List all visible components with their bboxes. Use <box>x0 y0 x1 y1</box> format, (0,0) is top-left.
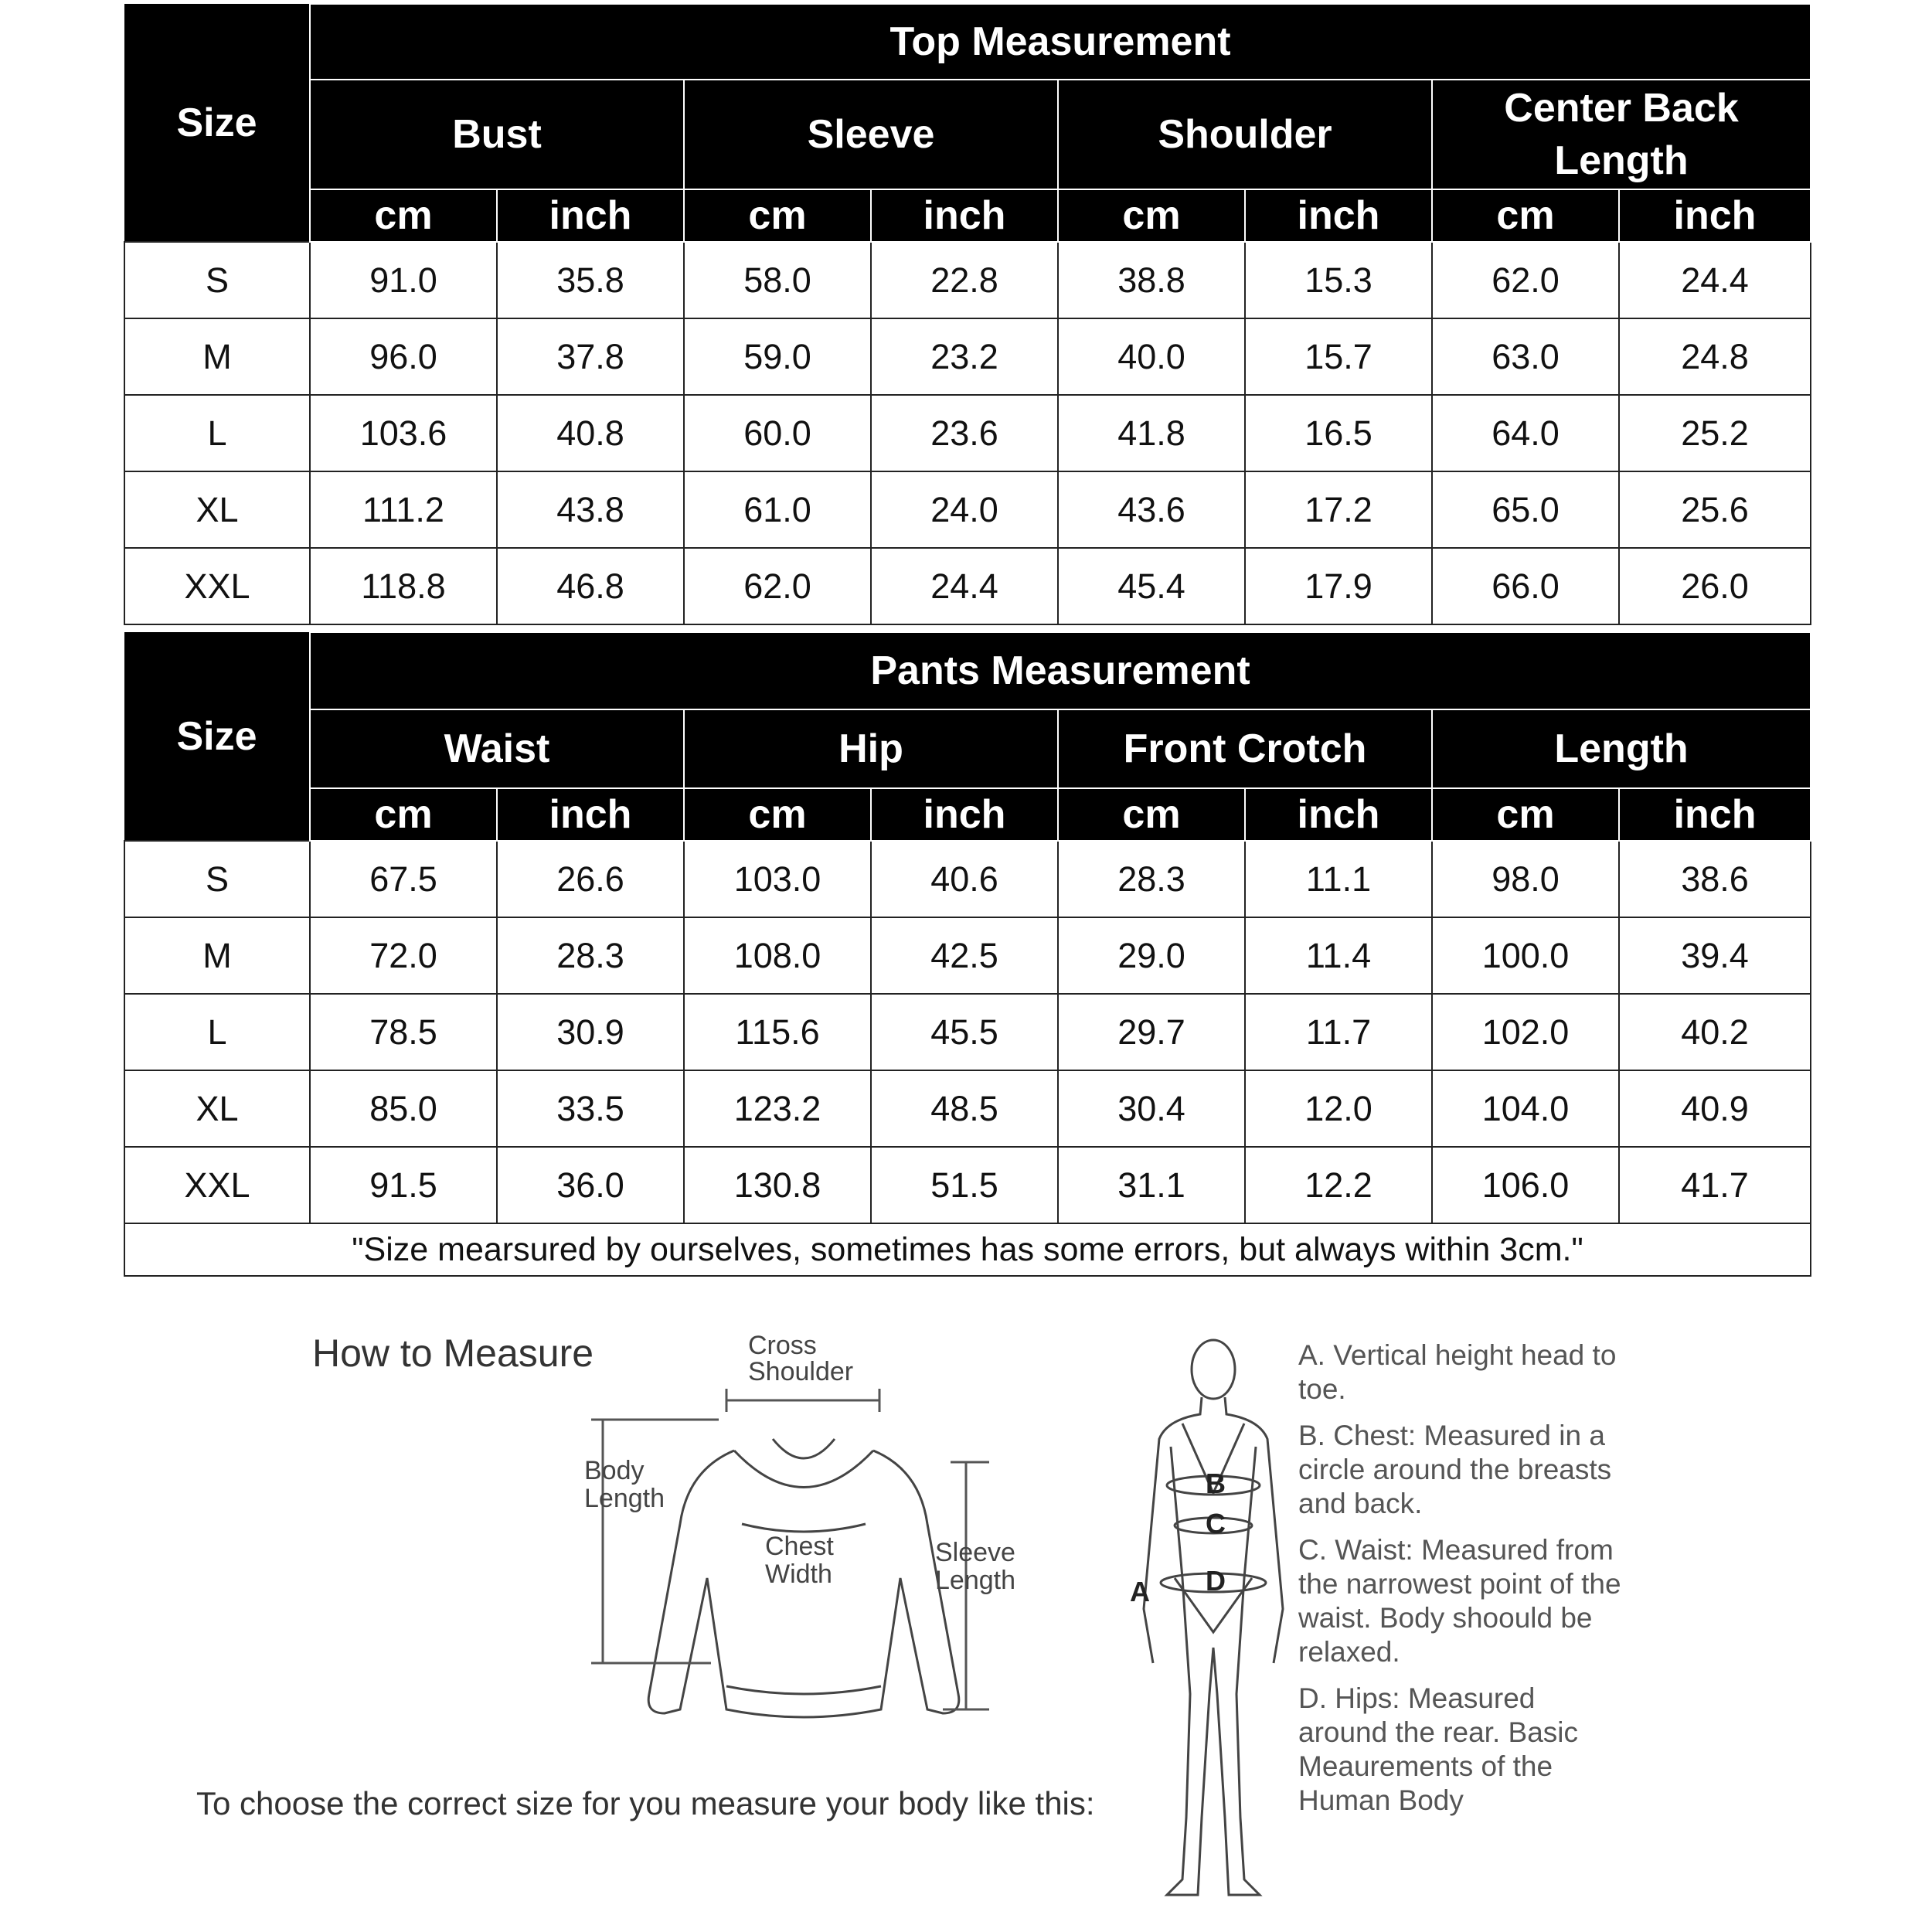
value-cell: 24.0 <box>871 471 1058 548</box>
value-cell: 17.9 <box>1245 548 1432 624</box>
value-cell: 40.0 <box>1058 318 1245 395</box>
table-row <box>124 242 1811 318</box>
value-cell: 33.5 <box>497 1070 684 1147</box>
unit-header: cm <box>1058 788 1245 841</box>
chest-width-label: Width <box>765 1560 832 1589</box>
unit-header: inch <box>1619 189 1811 242</box>
column-group-header: Waist <box>310 709 684 788</box>
value-cell: 29.7 <box>1058 994 1245 1070</box>
unit-header: cm <box>310 189 497 242</box>
size-cell: XXL <box>124 1147 310 1223</box>
value-cell: 24.4 <box>1619 242 1811 318</box>
value-cell: 15.7 <box>1245 318 1432 395</box>
table-row <box>124 395 1811 471</box>
unit-header: cm <box>1058 189 1245 242</box>
pants-measurement-table <box>124 631 1811 1277</box>
unit-header: inch <box>871 788 1058 841</box>
value-cell: 25.2 <box>1619 395 1811 471</box>
unit-header: cm <box>684 788 871 841</box>
value-cell: 22.8 <box>871 242 1058 318</box>
how-to-measure-title: How to Measure <box>312 1332 594 1375</box>
body-length-label: Length <box>584 1484 665 1513</box>
value-cell: 40.2 <box>1619 994 1811 1070</box>
table-row <box>124 1070 1811 1147</box>
value-cell: 63.0 <box>1432 318 1619 395</box>
value-cell: 30.9 <box>497 994 684 1070</box>
value-cell: 130.8 <box>684 1147 871 1223</box>
unit-header: inch <box>1245 788 1432 841</box>
note-chest: B. Chest: Measured in a circle around the breasts and back. <box>1298 1420 1612 1519</box>
value-cell: 23.6 <box>871 395 1058 471</box>
value-cell: 59.0 <box>684 318 871 395</box>
unit-header: cm <box>1432 788 1619 841</box>
cross-shoulder-label: Cross <box>748 1331 817 1360</box>
measurement-notes <box>1298 1338 1623 1830</box>
size-cell: XL <box>124 1070 310 1147</box>
size-cell: L <box>124 994 310 1070</box>
value-cell: 30.4 <box>1058 1070 1245 1147</box>
value-cell: 11.7 <box>1245 994 1432 1070</box>
table-row <box>124 1147 1811 1223</box>
value-cell: 28.3 <box>1058 841 1245 917</box>
value-cell: 45.5 <box>871 994 1058 1070</box>
body-letter-c: C <box>1206 1508 1226 1539</box>
size-cell: S <box>124 242 310 318</box>
column-group-header: Front Crotch <box>1058 709 1432 788</box>
value-cell: 46.8 <box>497 548 684 624</box>
value-cell: 39.4 <box>1619 917 1811 994</box>
unit-header: cm <box>684 189 871 242</box>
value-cell: 41.8 <box>1058 395 1245 471</box>
table-row <box>124 318 1811 395</box>
size-cell: S <box>124 841 310 917</box>
size-header: Size <box>124 632 310 841</box>
value-cell: 66.0 <box>1432 548 1619 624</box>
value-cell: 41.7 <box>1619 1147 1811 1223</box>
value-cell: 38.6 <box>1619 841 1811 917</box>
value-cell: 108.0 <box>684 917 871 994</box>
value-cell: 45.4 <box>1058 548 1245 624</box>
unit-header: cm <box>310 788 497 841</box>
value-cell: 26.0 <box>1619 548 1811 624</box>
sleeve-length-label: Length <box>935 1566 1015 1595</box>
column-group-header: Sleeve <box>684 80 1058 189</box>
value-cell: 26.6 <box>497 841 684 917</box>
value-cell: 58.0 <box>684 242 871 318</box>
value-cell: 102.0 <box>1432 994 1619 1070</box>
value-cell: 60.0 <box>684 395 871 471</box>
body-length-label: Body <box>584 1456 645 1485</box>
value-cell: 51.5 <box>871 1147 1058 1223</box>
unit-header: inch <box>497 189 684 242</box>
unit-header: cm <box>1432 189 1619 242</box>
column-group-header: Bust <box>310 80 684 189</box>
value-cell: 25.6 <box>1619 471 1811 548</box>
sleeve-length-label: Sleeve <box>935 1538 1015 1567</box>
table-row <box>124 548 1811 624</box>
value-cell: 111.2 <box>310 471 497 548</box>
value-cell: 42.5 <box>871 917 1058 994</box>
value-cell: 62.0 <box>1432 242 1619 318</box>
value-cell: 15.3 <box>1245 242 1432 318</box>
value-cell: 35.8 <box>497 242 684 318</box>
column-group-header: Length <box>1432 709 1811 788</box>
value-cell: 23.2 <box>871 318 1058 395</box>
value-cell: 104.0 <box>1432 1070 1619 1147</box>
value-cell: 11.4 <box>1245 917 1432 994</box>
value-cell: 100.0 <box>1432 917 1619 994</box>
value-cell: 17.2 <box>1245 471 1432 548</box>
size-cell: M <box>124 318 310 395</box>
value-cell: 91.0 <box>310 242 497 318</box>
value-cell: 118.8 <box>310 548 497 624</box>
value-cell: 12.2 <box>1245 1147 1432 1223</box>
value-cell: 24.8 <box>1619 318 1811 395</box>
body-diagram <box>1113 1323 1314 1926</box>
value-cell: 37.8 <box>497 318 684 395</box>
value-cell: 72.0 <box>310 917 497 994</box>
choose-size-instruction: To choose the correct size for you measure your body like this: <box>196 1785 1095 1821</box>
value-cell: 103.6 <box>310 395 497 471</box>
value-cell: 64.0 <box>1432 395 1619 471</box>
value-cell: 43.8 <box>497 471 684 548</box>
value-cell: 31.1 <box>1058 1147 1245 1223</box>
column-group-header: Hip <box>684 709 1058 788</box>
value-cell: 98.0 <box>1432 841 1619 917</box>
value-cell: 123.2 <box>684 1070 871 1147</box>
measurement-note: "Size mearsured by ourselves, sometimes has some errors, but always within 3cm." <box>124 1223 1811 1276</box>
value-cell: 11.1 <box>1245 841 1432 917</box>
value-cell: 85.0 <box>310 1070 497 1147</box>
value-cell: 103.0 <box>684 841 871 917</box>
table-row <box>124 994 1811 1070</box>
value-cell: 67.5 <box>310 841 497 917</box>
note-hips: D. Hips: Measured around the rear. Basic Meaurements of the Human Body <box>1298 1682 1578 1816</box>
body-letter-b: B <box>1206 1468 1226 1499</box>
value-cell: 91.5 <box>310 1147 497 1223</box>
value-cell: 65.0 <box>1432 471 1619 548</box>
value-cell: 16.5 <box>1245 395 1432 471</box>
value-cell: 40.6 <box>871 841 1058 917</box>
note-vertical-height: A. Vertical height head to toe. <box>1298 1339 1617 1405</box>
size-cell: XL <box>124 471 310 548</box>
value-cell: 96.0 <box>310 318 497 395</box>
value-cell: 61.0 <box>684 471 871 548</box>
note-waist: C. Waist: Measured from the narrowest point of the waist. Body shoould be relaxed. <box>1298 1534 1621 1668</box>
value-cell: 115.6 <box>684 994 871 1070</box>
unit-header: inch <box>1619 788 1811 841</box>
column-group-header: Shoulder <box>1058 80 1432 189</box>
table-row <box>124 917 1811 994</box>
value-cell: 12.0 <box>1245 1070 1432 1147</box>
column-group-header: Center Back Length <box>1432 80 1811 189</box>
size-cell: XXL <box>124 548 310 624</box>
cross-shoulder-label: Shoulder <box>748 1357 854 1386</box>
body-letter-d: D <box>1206 1565 1226 1597</box>
body-letter-a: A <box>1130 1576 1150 1607</box>
unit-header: inch <box>1245 189 1432 242</box>
value-cell: 40.8 <box>497 395 684 471</box>
value-cell: 28.3 <box>497 917 684 994</box>
table-title: Pants Measurement <box>310 632 1811 709</box>
shirt-diagram <box>572 1323 1113 1740</box>
unit-header: inch <box>497 788 684 841</box>
chest-width-label: Chest <box>765 1532 834 1561</box>
unit-header: inch <box>871 189 1058 242</box>
size-header: Size <box>124 4 310 242</box>
value-cell: 38.8 <box>1058 242 1245 318</box>
size-cell: L <box>124 395 310 471</box>
value-cell: 78.5 <box>310 994 497 1070</box>
table-title: Top Measurement <box>310 4 1811 80</box>
table-row <box>124 471 1811 548</box>
size-cell: M <box>124 917 310 994</box>
value-cell: 29.0 <box>1058 917 1245 994</box>
value-cell: 24.4 <box>871 548 1058 624</box>
value-cell: 43.6 <box>1058 471 1245 548</box>
table-row <box>124 841 1811 917</box>
value-cell: 48.5 <box>871 1070 1058 1147</box>
value-cell: 106.0 <box>1432 1147 1619 1223</box>
value-cell: 40.9 <box>1619 1070 1811 1147</box>
top-measurement-table <box>124 3 1811 625</box>
value-cell: 62.0 <box>684 548 871 624</box>
value-cell: 36.0 <box>497 1147 684 1223</box>
